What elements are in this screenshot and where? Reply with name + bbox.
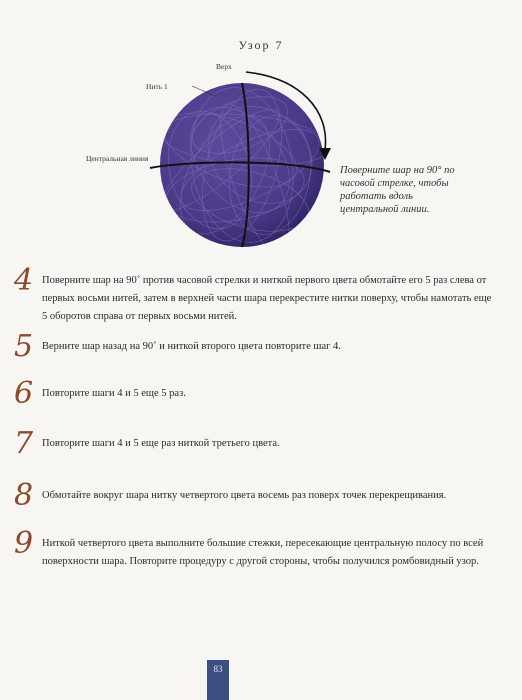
step-number: 7 — [14, 426, 34, 461]
step-number: 8 — [14, 478, 34, 513]
label-center-line: Центральная линия — [86, 154, 149, 163]
label-thread-1: Нить 1 — [146, 82, 168, 91]
page-number: 83 — [213, 664, 223, 674]
step-7 — [14, 426, 504, 465]
page-title: Узор 7 — [238, 38, 284, 52]
step-number: 4 — [14, 263, 34, 298]
step-text: Поверните шар на 90˚ против часовой стрелки и ниткой первого цвета обмотайте его 5 раз слева от первых восьми нитей, затем в верхней части шара перекрестите нитки поверху, чтобы намотать еще 5 оборотов справа от первых восьми нитей. — [42, 275, 492, 322]
step-9 — [14, 526, 504, 595]
step-text: Верните шар назад на 90˚ и ниткой второго цвета повторите шаг 4. — [42, 341, 341, 352]
step-4 — [14, 263, 504, 332]
step-text: Повторите шаги 4 и 5 еще 5 раз. — [42, 388, 186, 399]
step-5 — [14, 329, 504, 368]
label-top: Верх — [216, 62, 232, 71]
ball-illustration — [0, 0, 522, 260]
ball-figure — [0, 0, 522, 260]
step-number: 6 — [14, 376, 34, 411]
step-number: 9 — [14, 526, 34, 561]
figure-caption: Поверните шар на 90° по часовой стрелке, чтобы работать вдоль центральной линии. — [340, 165, 455, 215]
step-number: 5 — [14, 329, 34, 364]
page-number-tab — [207, 660, 229, 700]
step-6 — [14, 376, 504, 415]
step-text: Ниткой четвертого цвета выполните большие стежки, пересекающие центральную полосу по всей поверхности шара. Повторите процедуру с другой стороны, чтобы получился ромбовидный узор. — [42, 538, 484, 567]
step-8 — [14, 478, 504, 527]
step-text: Повторите шаги 4 и 5 еще раз ниткой третьего цвета. — [42, 438, 280, 449]
step-text: Обмотайте вокруг шара нитку четвертого цвета восемь раз поверх точек перекрещивания. — [42, 490, 447, 501]
